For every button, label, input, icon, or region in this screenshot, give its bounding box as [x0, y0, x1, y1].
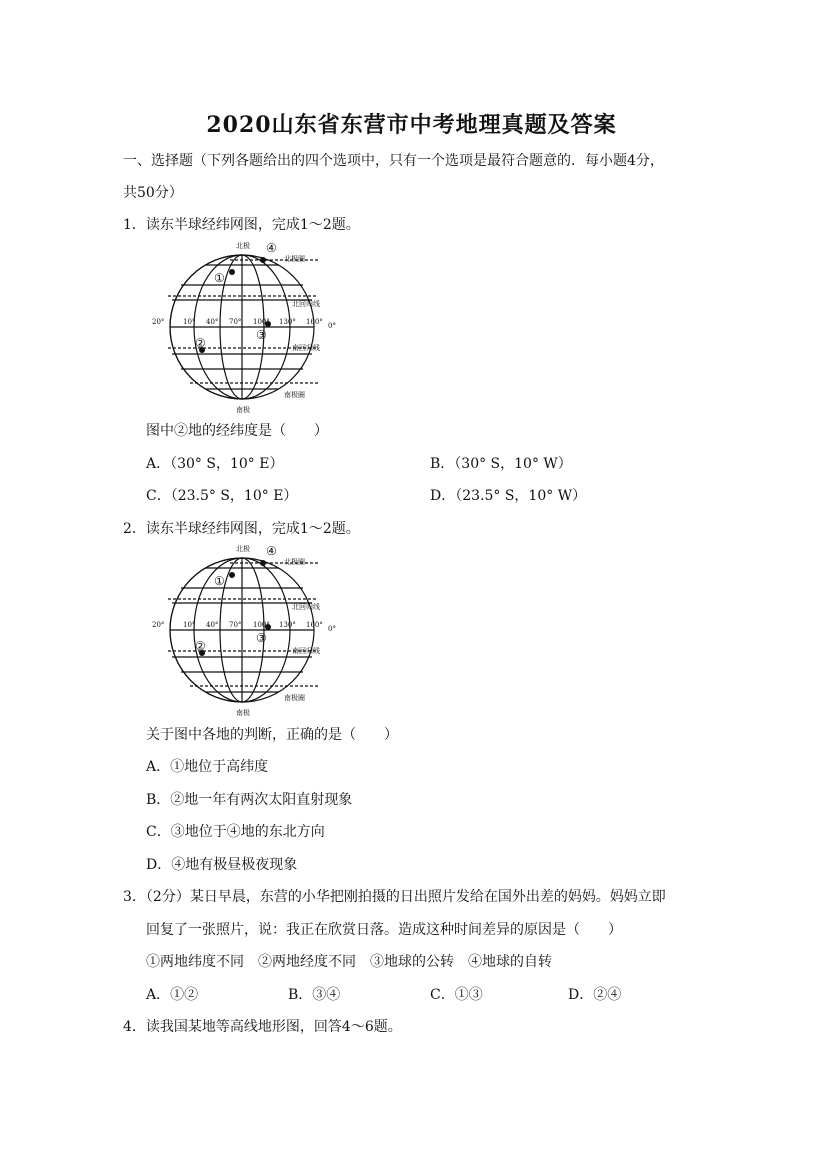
- point-4-dot: [260, 257, 266, 263]
- point-2-label: ②: [195, 639, 206, 653]
- south-pole-label: 南极: [236, 709, 250, 717]
- point-4-dot: [260, 560, 266, 566]
- q3-option-a: A．①②: [146, 987, 199, 1003]
- point-3-label: ③: [256, 631, 267, 645]
- q2-option-a: A．①地位于高纬度: [146, 759, 269, 775]
- globe-diagram-q1: [150, 240, 350, 415]
- q1-option-d: D．（23.5° S，10° W）: [430, 488, 587, 504]
- lon-20-label: 20°: [152, 318, 165, 326]
- q1-option-b: B．（30° S，10° W）: [430, 456, 572, 472]
- q2-question: 关于图中各地的判断，正确的是（ ）: [146, 727, 398, 743]
- q3-option-b: B．③④: [288, 987, 341, 1003]
- point-1-label: ①: [214, 574, 225, 588]
- q2-option-c: C．③地位于④地的东北方向: [146, 824, 325, 840]
- lat-0-label: 0°: [328, 322, 336, 330]
- point-2-label: ②: [195, 336, 206, 350]
- tropic-cancer-label: 北回归线: [292, 603, 320, 611]
- lon-160-label: 160°: [306, 318, 323, 326]
- q3-option-d: D．②④: [568, 987, 622, 1003]
- point-1-dot: [229, 269, 235, 275]
- lon-40-label: 40°: [206, 621, 219, 629]
- q2-option-b: B．②地一年有两次太阳直射现象: [146, 792, 353, 808]
- q1-stem: 1．读东半球经纬网图，完成1～2题。: [123, 217, 360, 233]
- point-1-label: ①: [214, 271, 225, 285]
- point-1-dot: [229, 572, 235, 578]
- lon-10-label: 10°: [183, 318, 196, 326]
- section-heading-line2: 共50分）: [123, 185, 183, 201]
- tropic-capricorn-label: 南回归线: [292, 344, 320, 352]
- q4-stem: 4．读我国某地等高线地形图，回答4～6题。: [123, 1019, 402, 1035]
- lon-100-label: 100°: [253, 621, 270, 629]
- globe-diagram-q2: [150, 543, 350, 718]
- north-pole-label: 北极: [236, 242, 250, 250]
- lat-0-label: 0°: [328, 625, 336, 633]
- section-heading-line1: 一、选择题（下列各题给出的四个选项中，只有一个选项是最符合题意的．每小题4分，: [123, 153, 664, 169]
- antarctic-circle-label: 南极圈: [284, 694, 305, 702]
- lon-20-label: 20°: [152, 621, 165, 629]
- q2-stem: 2．读东半球经纬网图，完成1～2题。: [123, 521, 360, 537]
- page-title: 2020山东省东营市中考地理真题及答案: [206, 112, 617, 138]
- q1-option-c: C．（23.5° S，10° E）: [146, 488, 298, 504]
- q3-stem-line1: 3．（2分）某日早晨，东营的小华把刚拍摄的日出照片发给在国外出差的妈妈。妈妈立即: [123, 889, 666, 905]
- point-3-label: ③: [256, 328, 267, 342]
- point-4-label: ④: [266, 241, 277, 255]
- arctic-circle-label: 北极圈: [284, 255, 305, 263]
- lon-70-label: 70°: [229, 621, 242, 629]
- q3-stem-line2: 回复了一张照片，说：我正在欣赏日落。造成这种时间差异的原因是（ ）: [146, 922, 622, 938]
- q1-question: 图中②地的经纬度是（ ）: [146, 423, 328, 439]
- antarctic-circle-label: 南极圈: [284, 391, 305, 399]
- lon-40-label: 40°: [206, 318, 219, 326]
- point-4-label: ④: [266, 544, 277, 558]
- lon-10-label: 10°: [183, 621, 196, 629]
- north-pole-label: 北极: [236, 545, 250, 553]
- q3-option-c: C．①③: [430, 987, 483, 1003]
- q3-choices: ①两地纬度不同 ②两地经度不同 ③地球的公转 ④地球的自转: [146, 954, 552, 970]
- lon-100-label: 100°: [253, 318, 270, 326]
- arctic-circle-label: 北极圈: [284, 558, 305, 566]
- tropic-capricorn-label: 南回归线: [292, 647, 320, 655]
- lon-70-label: 70°: [229, 318, 242, 326]
- q1-option-a: A．（30° S，10° E）: [146, 456, 284, 472]
- lon-130-label: 130°: [279, 318, 296, 326]
- tropic-cancer-label: 北回归线: [292, 300, 320, 308]
- q2-option-d: D．④地有极昼极夜现象: [146, 857, 298, 873]
- south-pole-label: 南极: [236, 406, 250, 414]
- lon-160-label: 160°: [306, 621, 323, 629]
- lon-130-label: 130°: [279, 621, 296, 629]
